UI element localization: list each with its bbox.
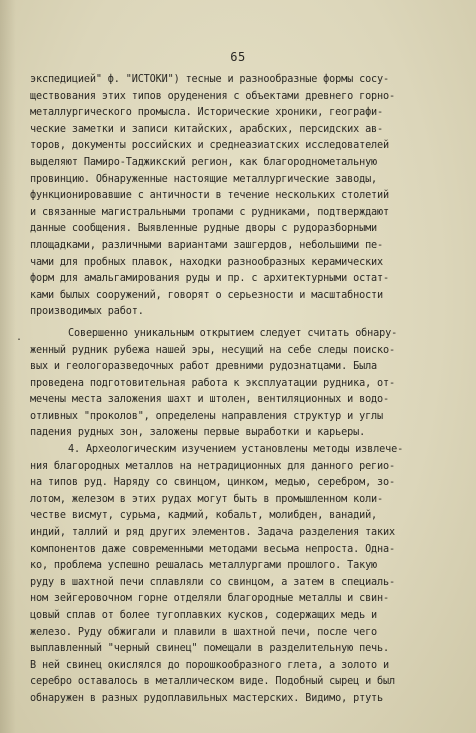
text-line: производимых работ. xyxy=(30,306,144,318)
text-line: падения рудных зон, заложены первые выработки и карьеры. xyxy=(30,427,366,439)
text-line: ками былых сооружений, говорят о серьезности и масштабности xyxy=(30,289,384,301)
text-line: металлургического промысла. Исторические хроники, географи- xyxy=(30,107,384,119)
text-line: выделяют Памиро-Таджикский регион, как благороднометальную xyxy=(30,156,378,168)
text-line: серебро оставалось в металлическом виде. Подобный сырец и был xyxy=(30,676,395,688)
text-line: отливных "проколов", определены направления структур и углы xyxy=(30,410,384,422)
text-line: проведена подготовительная работа к эксплуатации рудника, от- xyxy=(30,377,395,389)
text-line: площадками, различными вариантами зашгердов, небольшими пе- xyxy=(30,239,384,251)
page-edge-shadow xyxy=(0,0,16,733)
text-line: функционировавшие с античности в течение нескольких столетий xyxy=(30,190,390,202)
text-line: экспедицией" ф. "ИСТОКИ") тесные и разнообразные формы сосу- xyxy=(30,74,390,85)
text-line: мечены места заложения шахт и штолен, вентиляционных и водо- xyxy=(30,394,390,406)
text-line: ном зейгеровочном горне отделяли благородные металлы и свин- xyxy=(30,593,390,605)
text-line: 4. Археологическим изучением установлены методы извлече- xyxy=(68,444,404,456)
text-line: ния благородных металлов на нетрадиционных для данного регио- xyxy=(30,460,395,472)
text-line: вых и геологоразведочных работ древними рудознатцами. Была xyxy=(30,361,378,373)
text-line: и связанные магистральными тропами с рудниками, подтверждают xyxy=(30,206,390,218)
text-line: чами для пробных плавок, находки разнообразных керамических xyxy=(30,256,384,268)
text-line: железо. Руду обжигали и плавили в шахтной печи, после чего xyxy=(30,626,378,638)
text-line: индий, таллий и ряд других элементов. Задача разделения таких xyxy=(30,527,395,539)
text-line: обнаружен в разных рудоплавильных мастерских. Видимо, ртуть xyxy=(30,692,384,704)
body-text xyxy=(30,72,458,708)
margin-mark: . xyxy=(16,332,23,343)
text-line: торов, документы российских и среднеазиатских исследователей xyxy=(30,140,390,152)
text-line: компонентов даже современными методами весьма непроста. Одна- xyxy=(30,543,395,555)
text-line: Совершенно уникальным открытием следует считать обнару- xyxy=(68,327,398,339)
text-line: ческие заметки и записи китайских, арабских, персидских ав- xyxy=(30,123,384,135)
text-line: цовый сплав от более тугоплавких кусков, содержащих медь и xyxy=(30,610,378,621)
text-line: женный рудник рубежа нашей эры, несущий на себе следы поиско- xyxy=(30,344,395,356)
text-line: лотом, железом в этих рудах могут быть в промышленном коли- xyxy=(30,493,384,505)
text-line: данные сообщения. Выявленные рудные дворы с рудоразборными xyxy=(30,223,378,235)
text-line: выплавленный "черный свинец" помещали в разделительную печь. xyxy=(30,643,390,655)
text-line: В ней свинец окислялся до порошкообразного глета, а золото и xyxy=(30,659,390,671)
text-line: руду в шахтной печи сплавляли со свинцом, а затем в специаль- xyxy=(30,576,395,588)
text-line: форм для амальгамирования руды и пр. с архитектурными остат- xyxy=(30,273,390,285)
text-line: честве висмут, сурьма, кадмий, кобальт, молибден, ванадий, xyxy=(30,510,378,522)
text-line: ко, проблема успешно решалась металлургами прошлого. Такую xyxy=(30,560,378,572)
text-line: на типов руд. Наряду со свинцом, цинком, медью, серебром, зо- xyxy=(30,477,395,489)
text-line: ществования этих типов оруденения с объектами древнего горно- xyxy=(30,90,395,102)
page-number: 65 xyxy=(230,50,246,64)
text-line: провинцию. Обнаруженные настоящие металлургические заводы, xyxy=(30,173,378,185)
